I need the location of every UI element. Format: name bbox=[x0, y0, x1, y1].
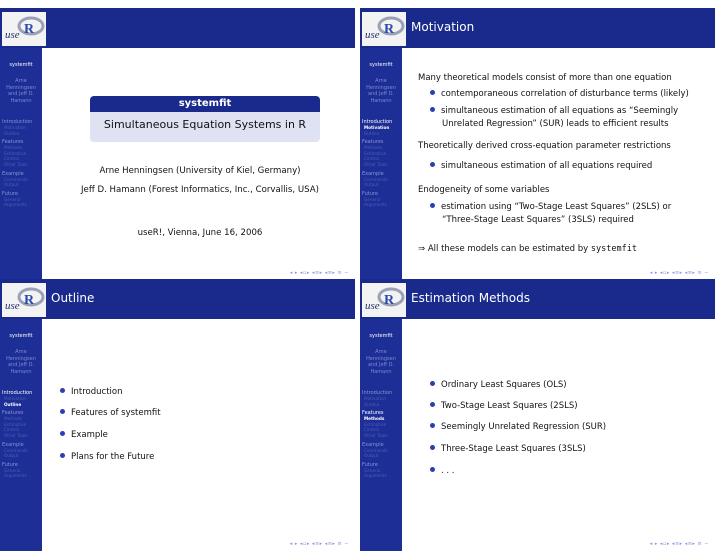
svg-text:R: R bbox=[384, 293, 395, 308]
sidebar-item-motivation[interactable]: Motivation bbox=[4, 125, 27, 130]
slide-content bbox=[50, 319, 350, 539]
bullet-icon bbox=[430, 381, 435, 386]
sidebar-nav bbox=[2, 387, 42, 479]
sidebar-section-example[interactable]: Example bbox=[2, 170, 24, 177]
slide-motivation bbox=[360, 8, 715, 280]
sidebar-item-other-tools[interactable]: Other Tools bbox=[364, 432, 388, 438]
bullet-icon bbox=[430, 90, 435, 95]
bullet-icon bbox=[60, 388, 65, 393]
sidebar-item-other-tools[interactable]: Other Tools bbox=[364, 161, 388, 167]
sidebar-item-control[interactable]: Control bbox=[364, 427, 380, 433]
sidebar-item-output[interactable]: Output bbox=[364, 182, 379, 188]
sidebar-nav bbox=[362, 116, 402, 208]
outline-item: Introduction bbox=[60, 387, 122, 397]
bullet-item: simultaneous estimation of all equations required bbox=[430, 161, 652, 171]
sidebar bbox=[360, 319, 402, 551]
bullet-icon bbox=[60, 409, 65, 414]
slide-header bbox=[360, 8, 715, 48]
sidebar-section-example[interactable]: Example bbox=[2, 441, 24, 448]
slide-title: Estimation Methods bbox=[411, 291, 530, 305]
sidebar-section-introduction[interactable]: Introduction bbox=[2, 390, 33, 396]
bullet-item: contemporaneous correlation of disturbance terms (likely) bbox=[430, 89, 689, 99]
sidebar-authors: Arne Henningsen and Jeff D. Hamann bbox=[6, 349, 36, 375]
sidebar-item-other-tools[interactable]: Other Tools bbox=[4, 161, 28, 167]
beamer-nav-icons[interactable]: ◂ ▸ ◂▫▸ ◂≡▸ ◂≡▸ ≡ ∽ bbox=[649, 270, 709, 276]
slide-header bbox=[0, 279, 355, 319]
sidebar bbox=[0, 48, 42, 280]
sidebar-item-output[interactable]: Output bbox=[4, 182, 19, 188]
bullet-icon bbox=[430, 445, 435, 450]
svg-text:R: R bbox=[24, 22, 35, 37]
sidebar-item-arguments[interactable]: Arguments bbox=[4, 473, 27, 479]
sidebar-section-future[interactable]: Future bbox=[2, 190, 18, 197]
sidebar-section-introduction[interactable]: Introduction bbox=[362, 390, 393, 396]
bullet-icon bbox=[60, 453, 65, 458]
slide-header bbox=[360, 279, 715, 319]
svg-text:use: use bbox=[5, 300, 20, 312]
conclusion-line: ⇒ All these models can be estimated by systemfit bbox=[418, 244, 637, 254]
sidebar-item-output[interactable]: Output bbox=[364, 453, 379, 459]
user-logo-icon bbox=[2, 12, 46, 46]
sidebar-item-estimation[interactable]: Estimation bbox=[364, 150, 387, 156]
bullet-icon bbox=[430, 402, 435, 407]
presentation-subtitle: Simultaneous Equation Systems in R bbox=[90, 112, 320, 142]
slide-outline bbox=[0, 279, 355, 551]
bullet-continuation: Unrelated Regression” (SUR) leads to efficient results bbox=[442, 119, 669, 129]
sidebar-item-general[interactable]: General bbox=[364, 196, 381, 202]
svg-text:use: use bbox=[365, 300, 380, 312]
sidebar-section-features[interactable]: Features bbox=[2, 410, 24, 417]
beamer-nav-icons[interactable]: ◂ ▸ ◂▫▸ ◂≡▸ ◂≡▸ ≡ ∽ bbox=[289, 270, 349, 276]
sidebar-item-arguments[interactable]: Arguments bbox=[364, 202, 387, 208]
sidebar-nav bbox=[362, 387, 402, 479]
sidebar-item-motivation[interactable]: Motivation bbox=[364, 396, 387, 401]
svg-text:use: use bbox=[5, 29, 20, 41]
slide-title: Outline bbox=[51, 291, 95, 305]
sidebar-item-estimation[interactable]: Estimation bbox=[4, 150, 27, 156]
sidebar-section-future[interactable]: Future bbox=[362, 461, 378, 468]
sidebar-item-outline[interactable]: Outline bbox=[4, 401, 22, 407]
outline-item: Features of systemfit bbox=[60, 408, 161, 418]
sidebar-item-estimation[interactable]: Estimation bbox=[364, 421, 387, 427]
sidebar-section-introduction[interactable]: Introduction bbox=[2, 119, 33, 125]
sidebar-section-features[interactable]: Features bbox=[362, 410, 384, 417]
sidebar-section-features[interactable]: Features bbox=[2, 139, 24, 146]
svg-text:R: R bbox=[24, 293, 35, 308]
svg-text:R: R bbox=[384, 22, 395, 37]
code-systemfit: systemfit bbox=[590, 244, 637, 254]
method-item: Ordinary Least Squares (OLS) bbox=[430, 380, 567, 390]
sidebar-item-general[interactable]: General bbox=[364, 467, 381, 473]
paragraph: Endogeneity of some variables bbox=[418, 185, 550, 195]
bullet-item: estimation using “Two-Stage Least Squares” (2SLS) or bbox=[430, 202, 671, 212]
slide-estimation-methods bbox=[360, 279, 715, 551]
sidebar-item-methods[interactable]: Methods bbox=[4, 145, 22, 151]
sidebar-item-outline[interactable]: Outline bbox=[364, 401, 380, 407]
bullet-icon bbox=[60, 431, 65, 436]
beamer-nav-icons[interactable]: ◂ ▸ ◂▫▸ ◂≡▸ ◂≡▸ ≡ ∽ bbox=[649, 541, 709, 547]
bullet-continuation: “Three-Stage Least Squares” (3SLS) required bbox=[442, 215, 634, 225]
method-item: Three-Stage Least Squares (3SLS) bbox=[430, 444, 586, 454]
sidebar-section-future[interactable]: Future bbox=[362, 190, 378, 197]
sidebar bbox=[0, 319, 42, 551]
user-logo-icon bbox=[362, 283, 406, 317]
slide-content bbox=[50, 48, 350, 268]
author-line-2: Jeff D. Hamann (Forest Informatics, Inc., Corvallis, USA) bbox=[81, 185, 319, 195]
sidebar-item-arguments[interactable]: Arguments bbox=[364, 473, 387, 479]
slide-header bbox=[0, 8, 355, 48]
slide-content bbox=[410, 319, 710, 539]
user-logo-icon bbox=[2, 283, 46, 317]
bullet-icon bbox=[430, 203, 435, 208]
sidebar-item-methods[interactable]: Methods bbox=[4, 416, 22, 422]
sidebar-authors: Arne Henningsen and Jeff D. Hamann bbox=[366, 349, 396, 375]
sidebar-item-commands[interactable]: Commands bbox=[364, 176, 388, 182]
sidebar-title: systemfit bbox=[9, 62, 33, 68]
sidebar-item-control[interactable]: Control bbox=[364, 156, 380, 162]
sidebar-title: systemfit bbox=[369, 62, 393, 68]
sidebar-item-commands[interactable]: Commands bbox=[4, 447, 28, 453]
slide-title bbox=[0, 8, 355, 280]
sidebar-item-output[interactable]: Output bbox=[4, 453, 19, 459]
sidebar-item-methods[interactable]: Methods bbox=[364, 416, 385, 422]
event-line: useR!, Vienna, June 16, 2006 bbox=[137, 228, 263, 238]
sidebar bbox=[360, 48, 402, 280]
sidebar-item-other-tools[interactable]: Other Tools bbox=[4, 432, 28, 438]
slide-content bbox=[410, 48, 710, 268]
sidebar-item-outline[interactable]: Outline bbox=[364, 130, 380, 136]
sidebar-title: systemfit bbox=[369, 333, 393, 339]
title-box bbox=[90, 96, 320, 142]
sidebar-item-general[interactable]: General bbox=[4, 196, 21, 202]
sidebar-authors: Arne Henningsen and Jeff D. Hamann bbox=[6, 78, 36, 104]
sidebar-section-future[interactable]: Future bbox=[2, 461, 18, 468]
sidebar-section-introduction[interactable]: Introduction bbox=[362, 119, 393, 125]
sidebar-item-methods[interactable]: Methods bbox=[364, 145, 382, 151]
svg-text:use: use bbox=[365, 29, 380, 41]
outline-item: Example bbox=[60, 430, 108, 440]
paragraph: Many theoretical models consist of more than one equation bbox=[418, 73, 672, 83]
sidebar-item-commands[interactable]: Commands bbox=[364, 447, 388, 453]
bullet-icon bbox=[430, 467, 435, 472]
presentation-title: systemfit bbox=[90, 96, 320, 112]
method-item: Two-Stage Least Squares (2SLS) bbox=[430, 401, 578, 411]
sidebar-item-arguments[interactable]: Arguments bbox=[4, 202, 27, 208]
sidebar-item-outline[interactable]: Outline bbox=[4, 130, 20, 136]
bullet-icon bbox=[430, 423, 435, 428]
bullet-icon bbox=[430, 162, 435, 167]
sidebar-item-motivation[interactable]: Motivation bbox=[4, 396, 27, 401]
bullet-item: simultaneous estimation of all equations as “Seemingly bbox=[430, 106, 678, 116]
method-item: . . . bbox=[430, 466, 455, 476]
slide-title: Motivation bbox=[411, 20, 475, 34]
paragraph: Theoretically derived cross-equation parameter restrictions bbox=[418, 141, 671, 151]
sidebar-item-commands[interactable]: Commands bbox=[4, 176, 28, 182]
sidebar-section-features[interactable]: Features bbox=[362, 139, 384, 146]
sidebar-section-example[interactable]: Example bbox=[362, 170, 384, 177]
sidebar-nav bbox=[2, 116, 42, 208]
sidebar-authors: Arne Henningsen and Jeff D. Hamann bbox=[366, 78, 396, 104]
user-logo-icon bbox=[362, 12, 406, 46]
sidebar-item-control[interactable]: Control bbox=[4, 427, 20, 433]
method-item: Seemingly Unrelated Regression (SUR) bbox=[430, 422, 606, 432]
author-line-1: Arne Henningsen (University of Kiel, Germany) bbox=[99, 166, 301, 176]
sidebar-item-estimation[interactable]: Estimation bbox=[4, 421, 27, 427]
sidebar-item-general[interactable]: General bbox=[4, 467, 21, 473]
sidebar-item-motivation[interactable]: Motivation bbox=[364, 125, 390, 130]
beamer-nav-icons[interactable]: ◂ ▸ ◂▫▸ ◂≡▸ ◂≡▸ ≡ ∽ bbox=[289, 541, 349, 547]
sidebar-item-control[interactable]: Control bbox=[4, 156, 20, 162]
outline-item: Plans for the Future bbox=[60, 452, 154, 462]
bullet-icon bbox=[430, 107, 435, 112]
sidebar-title: systemfit bbox=[9, 333, 33, 339]
sidebar-section-example[interactable]: Example bbox=[362, 441, 384, 448]
